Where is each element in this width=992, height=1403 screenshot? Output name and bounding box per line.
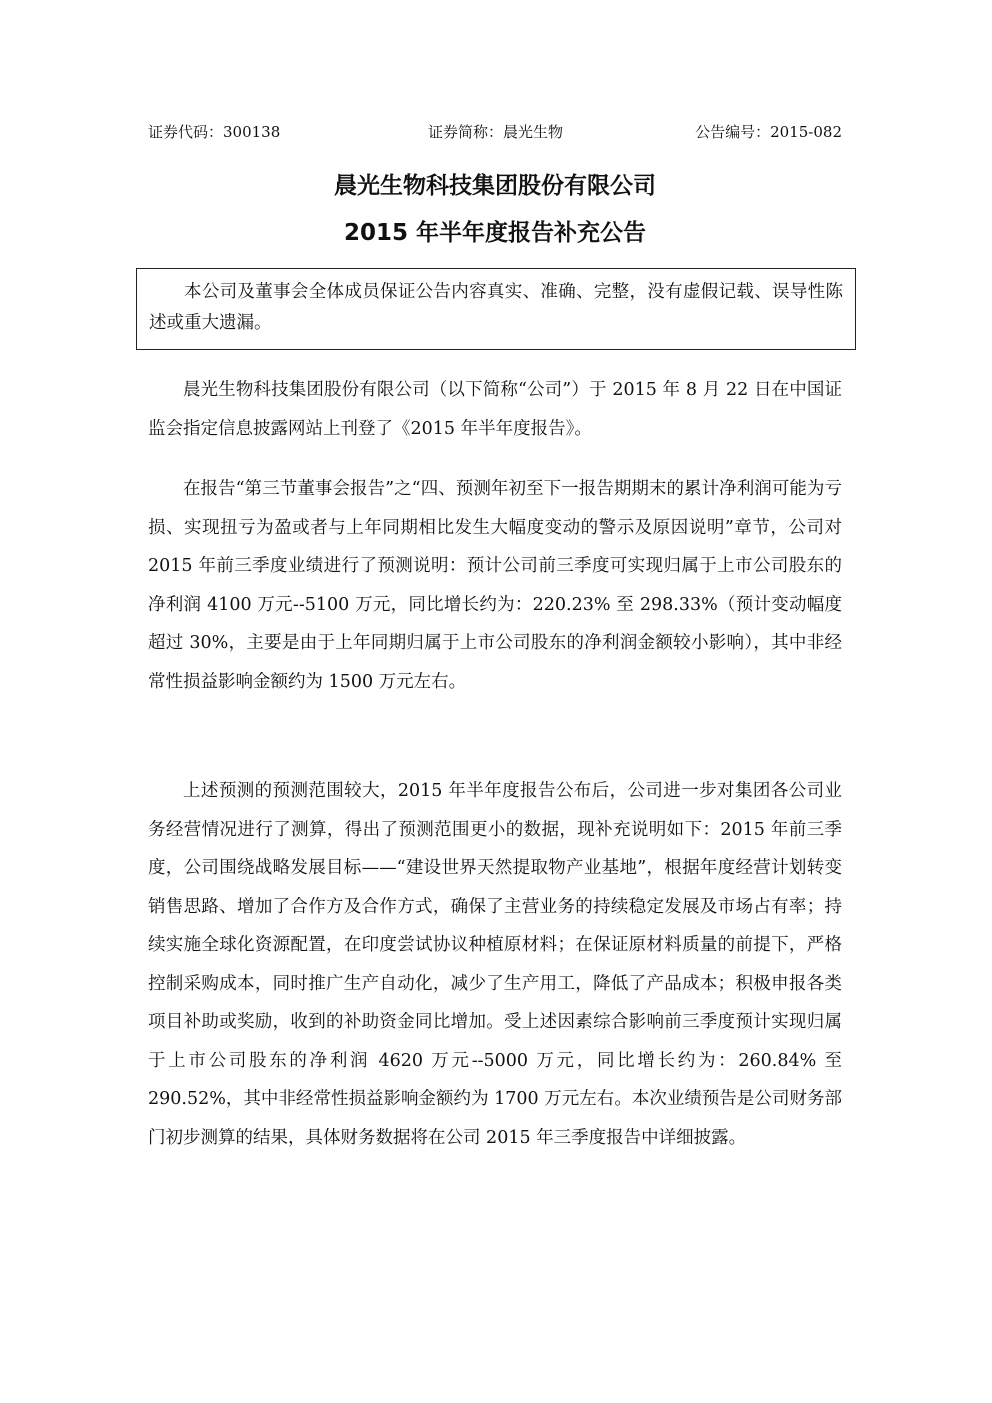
disclaimer-text: 本公司及董事会全体成员保证公告内容真实、准确、完整，没有虚假记载、误导性陈述或重大遗漏。: [149, 282, 843, 333]
paragraph-text: 上述预测的预测范围较大，2015 年半年度报告公布后，公司进一步对集团各公司业务经营情况进行了测算，得出了预测范围更小的数据，现补充说明如下：2015 年前三季度，公司围绕战略发展目标——“建设世界天然提取物产业基地”，根据年度经营计划转变销售思路、增加了合作方及合作方式，确保了主营业务的持续稳定发展及市场占有率；持续实施全球化资源配置，在印度尝试协议种植原材料；在保证原材料质量的前提下，严格控制采购成本，同时推广生产自动化，减少了生产用工，降低了产品成本；积极申报各类项目补助或奖励，收到的补助资金同比增加。受上述因素综合影响前三季度预计实现归属于上市公司股东的净利润 4620 万元--5000 万元，同比增长约为：260.84% 至 290.52%，其中非经常性损益影响金额约为 1700 万元左右。本次业绩预告是公司财务部门初步测算的结果，具体财务数据将在公司 2015 年三季度报告中详细披露。: [148, 781, 842, 1148]
disclaimer-box: [136, 268, 856, 350]
company-title: 晨光生物科技集团股份有限公司: [334, 173, 656, 199]
notice-number: 公告编号：2015-082: [695, 123, 842, 141]
body-paragraph-1: [148, 371, 842, 448]
stock-short-name: 证券简称：晨光生物: [428, 123, 564, 141]
body-paragraph-3: [148, 772, 842, 1157]
paragraph-text: 晨光生物科技集团股份有限公司（以下简称“公司”）于 2015 年 8 月 22 日在中国证监会指定信息披露网站上刊登了《2015 年半年度报告》。: [148, 380, 842, 439]
stock-code: 证券代码：300138: [148, 123, 281, 141]
notice-title: 2015 年半年度报告补充公告: [343, 220, 647, 246]
document-header: [148, 120, 842, 144]
paragraph-text: 在报告“第三节董事会报告”之“四、预测年初至下一报告期期末的累计净利润可能为亏损、实现扭亏为盈或者与上年同期相比发生大幅度变动的警示及原因说明”章节，公司对 2015 年前三季度业绩进行了预测说明：预计公司前三季度可实现归属于上市公司股东的净利润 4100 万元--5100 万元，同比增长约为：220.23% 至 298.33%（预计变动幅度超过 30%，主要是由于上年同期归属于上市公司股东的净利润金额较小影响），其中非经常性损益影响金额约为 1500 万元左右。: [148, 479, 842, 692]
body-paragraph-2: [148, 470, 842, 701]
